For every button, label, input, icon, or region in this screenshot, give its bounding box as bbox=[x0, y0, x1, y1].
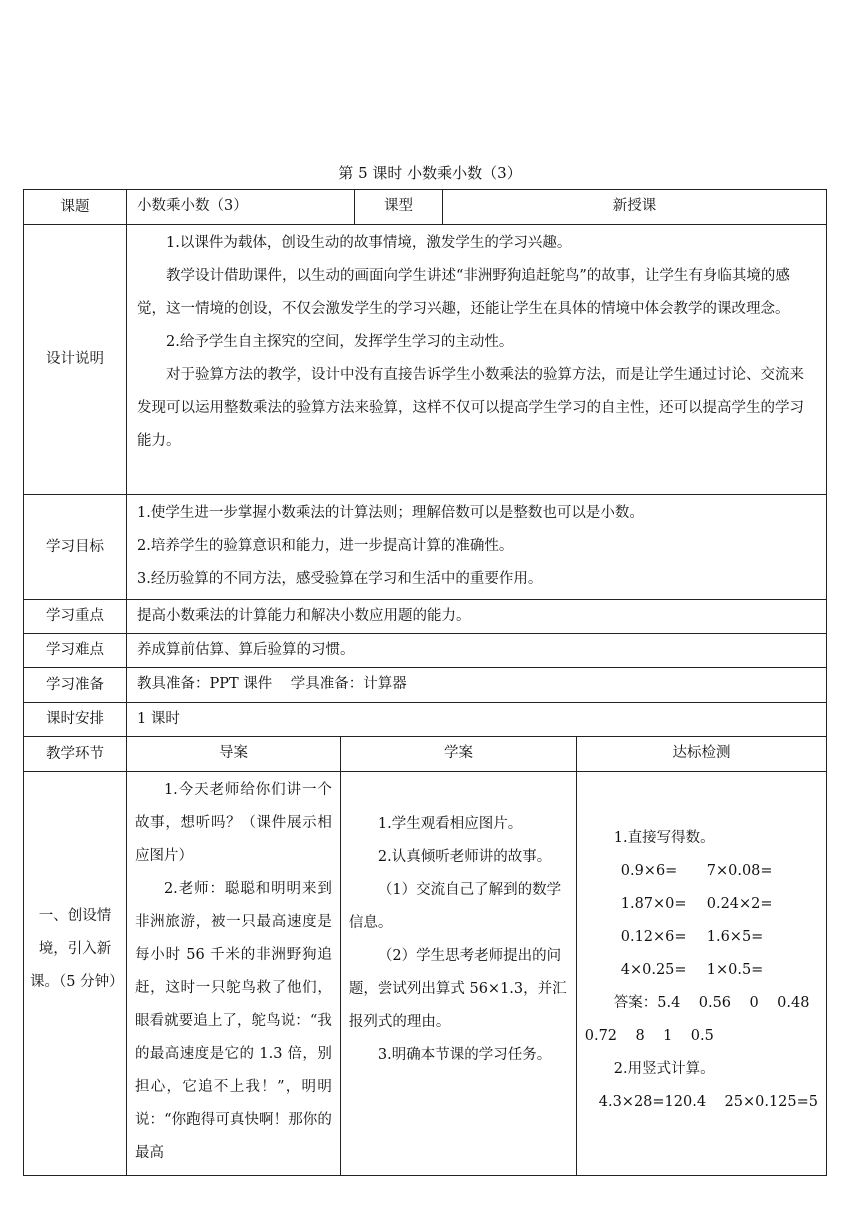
focus-row bbox=[24, 599, 826, 633]
stage-row bbox=[24, 771, 826, 1175]
design-paragraph: 1.以课件为载体，创设生动的故事情境，激发学生的学习兴趣。 bbox=[166, 235, 572, 251]
goals-body bbox=[126, 495, 826, 599]
design-paragraph: 2.给予学生自主探究的空间，发挥学生学习的主动性。 bbox=[166, 334, 514, 350]
schedule-label: 课时安排 bbox=[46, 711, 104, 727]
focus-label: 学习重点 bbox=[46, 608, 104, 624]
check-title-2: 2.用竖式计算。 bbox=[613, 1061, 715, 1077]
check-title: 1.直接写得数。 bbox=[613, 830, 715, 846]
column-study: 学案 bbox=[340, 737, 576, 771]
design-paragraph: 教学设计借助课件，以生动的画面向学生讲述“非洲野狗追赶鸵鸟”的故事，让学生有身临其境的感觉，这一情境的创设，不仅会激发学生的学习兴趣，还能让学生在具体的情境中体会教学的课改理念。 bbox=[137, 268, 790, 317]
calc-row bbox=[585, 888, 818, 921]
design-paragraph: 对于验算方法的教学，设计中没有直接告诉学生小数乘法的验算方法，而是让学生通过讨论、交流来发现可以运用整数乘法的验算方法来验算，这样不仅可以提高学生学习的自主性，还可以提高学生的学习能力。 bbox=[137, 367, 804, 449]
schedule-value: 1 课时 bbox=[126, 703, 826, 736]
calc-item: 1×0.5= bbox=[706, 962, 764, 978]
study-paragraph: 2.认真倾听老师讲的故事。 bbox=[377, 849, 552, 865]
goal-item: 3.经历验算的不同方法，感受验算在学习和生活中的重要作用。 bbox=[137, 571, 543, 587]
page-title: 第 5 课时 小数乘小数（3） bbox=[338, 164, 522, 182]
design-body bbox=[126, 225, 826, 494]
goal-item: 2.培养学生的验算意识和能力，进一步提高计算的准确性。 bbox=[137, 538, 514, 554]
prep-row bbox=[24, 667, 826, 702]
calc-row bbox=[585, 921, 818, 954]
prep-value: 教具准备：PPT 课件 学具准备：计算器 bbox=[126, 668, 826, 702]
calc-item: 0.12×6= bbox=[620, 929, 687, 945]
goals-row bbox=[24, 494, 826, 599]
type-value: 新授课 bbox=[442, 190, 826, 224]
guide-paragraph: 1.今天老师给你们讲一个故事，想听吗？（课件展示相应图片） bbox=[134, 782, 332, 864]
guide-paragraph: 2.老师：聪聪和明明来到非洲旅游，被一只最高速度是每小时 56 千米的非洲野狗追赶，这时一只鸵鸟救了他们，眼看就要追上了，鸵鸟说：“我的最高速度是它的 1.3 倍，别担心，它追不上我！”，明明说：“你跑得可真快啊！那你的最高 bbox=[134, 881, 332, 1161]
column-stage: 教学环节 bbox=[46, 745, 104, 762]
design-label: 设计说明 bbox=[46, 351, 104, 367]
study-paragraph: （1）交流自己了解到的数学信息。 bbox=[348, 882, 562, 931]
goal-item: 1.使学生进一步掌握小数乘法的计算法则；理解倍数可以是整数也可以是小数。 bbox=[137, 505, 644, 521]
header-row bbox=[24, 190, 826, 224]
subject-label: 课题 bbox=[60, 198, 90, 215]
study-cell bbox=[340, 772, 576, 1175]
vertical-calc: 4.3×28=120.4 25×0.125=5 bbox=[598, 1094, 818, 1110]
calc-item: 1.87×0= bbox=[620, 896, 687, 912]
check-cell bbox=[576, 772, 826, 1175]
schedule-row bbox=[24, 702, 826, 736]
answer-text: 答案：5.4 0.56 0 0.48 0.72 8 1 0.5 bbox=[584, 995, 828, 1044]
difficulty-label: 学习难点 bbox=[46, 642, 104, 658]
type-label: 课型 bbox=[354, 190, 442, 224]
subject-value: 小数乘小数（3） bbox=[126, 190, 354, 224]
difficulty-value: 养成算前估算、算后验算的习惯。 bbox=[126, 634, 826, 667]
goals-label: 学习目标 bbox=[46, 538, 104, 555]
column-header-row bbox=[24, 736, 826, 771]
calc-row bbox=[585, 954, 818, 987]
calc-item: 1.6×5= bbox=[706, 929, 764, 945]
prep-label: 学习准备 bbox=[46, 676, 104, 693]
calc-item: 4×0.25= bbox=[620, 962, 687, 978]
focus-value: 提高小数乘法的计算能力和解决小数应用题的能力。 bbox=[126, 600, 826, 633]
guide-cell bbox=[126, 772, 340, 1175]
study-paragraph: 1.学生观看相应图片。 bbox=[377, 816, 523, 832]
difficulty-row bbox=[24, 633, 826, 667]
study-paragraph: （2）学生思考老师提出的问题，尝试列出算式 56×1.3，并汇报列式的理由。 bbox=[348, 948, 567, 1030]
calc-row bbox=[585, 855, 818, 888]
calc-item: 7×0.08= bbox=[706, 863, 773, 879]
lesson-plan-table bbox=[23, 189, 827, 1176]
design-row bbox=[24, 224, 826, 494]
calc-item: 0.24×2= bbox=[706, 896, 773, 912]
column-check: 达标检测 bbox=[576, 737, 826, 771]
column-guide: 导案 bbox=[126, 737, 340, 771]
study-paragraph: 3.明确本节课的学习任务。 bbox=[377, 1047, 552, 1063]
calc-item: 0.9×6= bbox=[620, 863, 678, 879]
stage-name: 一、创设情境，引入新课。（5 分钟） bbox=[30, 908, 124, 990]
